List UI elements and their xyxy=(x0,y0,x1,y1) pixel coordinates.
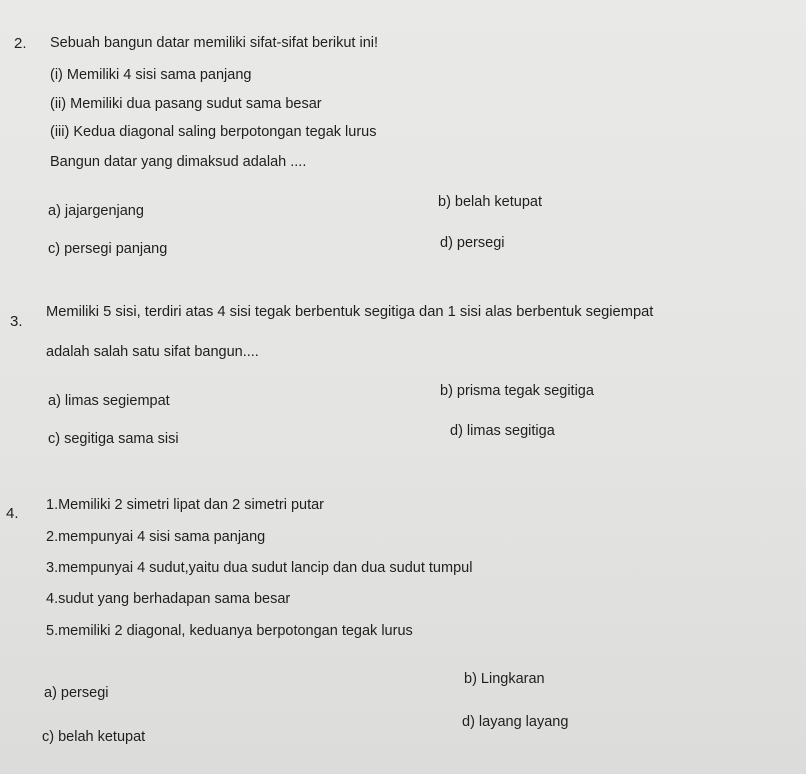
q3-option-d: d) limas segitiga xyxy=(450,423,555,439)
q4-prop-5: 5.memiliki 2 diagonal, keduanya berpotongan tegak lurus xyxy=(46,623,413,639)
q2-stem: Sebuah bangun datar memiliki sifat-sifat berikut ini! xyxy=(50,35,379,51)
q3-number: 3. xyxy=(10,313,23,330)
q4-option-b: b) Lingkaran xyxy=(464,671,545,687)
q3-option-b: b) prisma tegak segitiga xyxy=(440,383,594,399)
q2-prop-1: (i) Memiliki 4 sisi sama panjang xyxy=(50,67,252,83)
q2-option-c: c) persegi panjang xyxy=(48,241,168,257)
q2-prompt: Bangun datar yang dimaksud adalah .... xyxy=(50,154,307,170)
q4-prop-2: 2.mempunyai 4 sisi sama panjang xyxy=(46,529,266,545)
q2-number: 2. xyxy=(14,35,27,52)
q3-stem-line1: Memiliki 5 sisi, terdiri atas 4 sisi tegak berbentuk segitiga dan 1 sisi alas berbentuk segiempat xyxy=(46,304,654,320)
q3-option-c: c) segitiga sama sisi xyxy=(48,431,179,447)
q3-option-a: a) limas segiempat xyxy=(48,393,170,409)
q4-option-d: d) layang layang xyxy=(462,714,569,730)
q4-prop-1: 1.Memiliki 2 simetri lipat dan 2 simetri putar xyxy=(46,497,325,513)
q4-option-c: c) belah ketupat xyxy=(42,729,146,745)
q4-prop-3: 3.mempunyai 4 sudut,yaitu dua sudut lancip dan dua sudut tumpul xyxy=(46,560,473,576)
q4-number: 4. xyxy=(6,505,19,522)
q4-option-a: a) persegi xyxy=(44,685,109,701)
q2-option-a: a) jajargenjang xyxy=(48,203,144,219)
q2-option-b: b) belah ketupat xyxy=(438,194,542,210)
q3-stem-line2: adalah salah satu sifat bangun.... xyxy=(46,344,259,360)
q2-prop-2: (ii) Memiliki dua pasang sudut sama besar xyxy=(50,96,322,112)
q2-prop-3: (iii) Kedua diagonal saling berpotongan tegak lurus xyxy=(50,124,377,140)
q4-prop-4: 4.sudut yang berhadapan sama besar xyxy=(46,591,291,607)
q2-option-d: d) persegi xyxy=(440,235,505,251)
